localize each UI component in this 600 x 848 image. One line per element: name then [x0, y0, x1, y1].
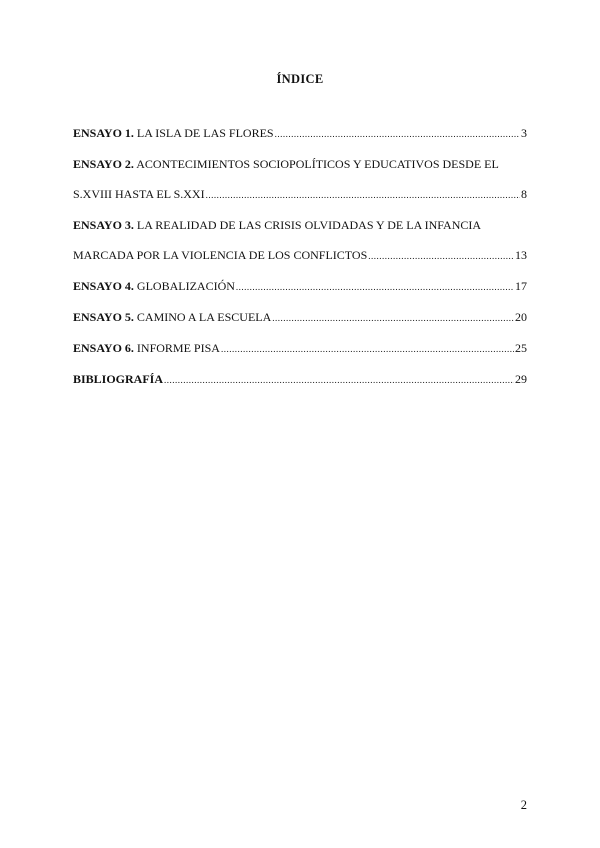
toc-entry-label: ENSAYO 3. [73, 218, 134, 232]
dot-leader [164, 364, 514, 395]
toc-entry-label: BIBLIOGRAFÍA [73, 372, 164, 386]
toc-page-number: 13 [515, 248, 527, 262]
dot-leader [275, 118, 520, 149]
page-number: 2 [520, 798, 527, 812]
toc-page-number: 29 [515, 372, 527, 386]
toc-entry-text: S.XVIII HASTA EL S.XXI [73, 187, 205, 201]
toc-page-number: 17 [515, 279, 527, 293]
toc-entry-label: ENSAYO 6. [73, 341, 134, 355]
toc-entry-5 [73, 302, 527, 333]
dot-leader [236, 271, 514, 302]
toc-entry-label: ENSAYO 5. [73, 310, 134, 324]
toc-entry-6 [73, 333, 527, 364]
toc-entry-text: LA ISLA DE LAS FLORES [136, 126, 274, 140]
page-title: ÍNDICE [276, 72, 324, 86]
toc-entry-label: ENSAYO 4. [73, 279, 134, 293]
toc-page-number: 8 [521, 187, 527, 201]
toc-entry-text: GLOBALIZACIÓN [136, 279, 235, 293]
toc-entry-text: MARCADA POR LA VIOLENCIA DE LOS CONFLICTOS [73, 248, 368, 262]
dot-leader [368, 240, 514, 271]
toc-entry-1 [73, 118, 527, 149]
toc-entry-text: INFORME PISA [136, 341, 220, 355]
toc-entry-label: ENSAYO 2. [73, 157, 134, 171]
toc-entry-text: CAMINO A LA ESCUELA [136, 310, 272, 324]
toc-page-number: 20 [515, 310, 527, 324]
toc-entry-text: LA REALIDAD DE LAS CRISIS OLVIDADAS Y DE LA INFANCIA [136, 218, 482, 232]
toc-page-number: 25 [515, 341, 527, 355]
toc-entry-3 [73, 210, 527, 271]
table-of-contents [73, 118, 527, 395]
toc-entry-label: ENSAYO 1. [73, 126, 134, 140]
toc-entry-bibliography [73, 364, 527, 395]
toc-entry-text: ACONTECIMIENTOS SOCIOPOLÍTICOS Y EDUCATIVOS DESDE EL [136, 157, 499, 171]
toc-page-number: 3 [521, 126, 527, 140]
dot-leader [206, 179, 520, 210]
toc-entry-4 [73, 271, 527, 302]
dot-leader [272, 302, 514, 333]
toc-entry-2 [73, 149, 527, 210]
dot-leader [221, 333, 514, 364]
